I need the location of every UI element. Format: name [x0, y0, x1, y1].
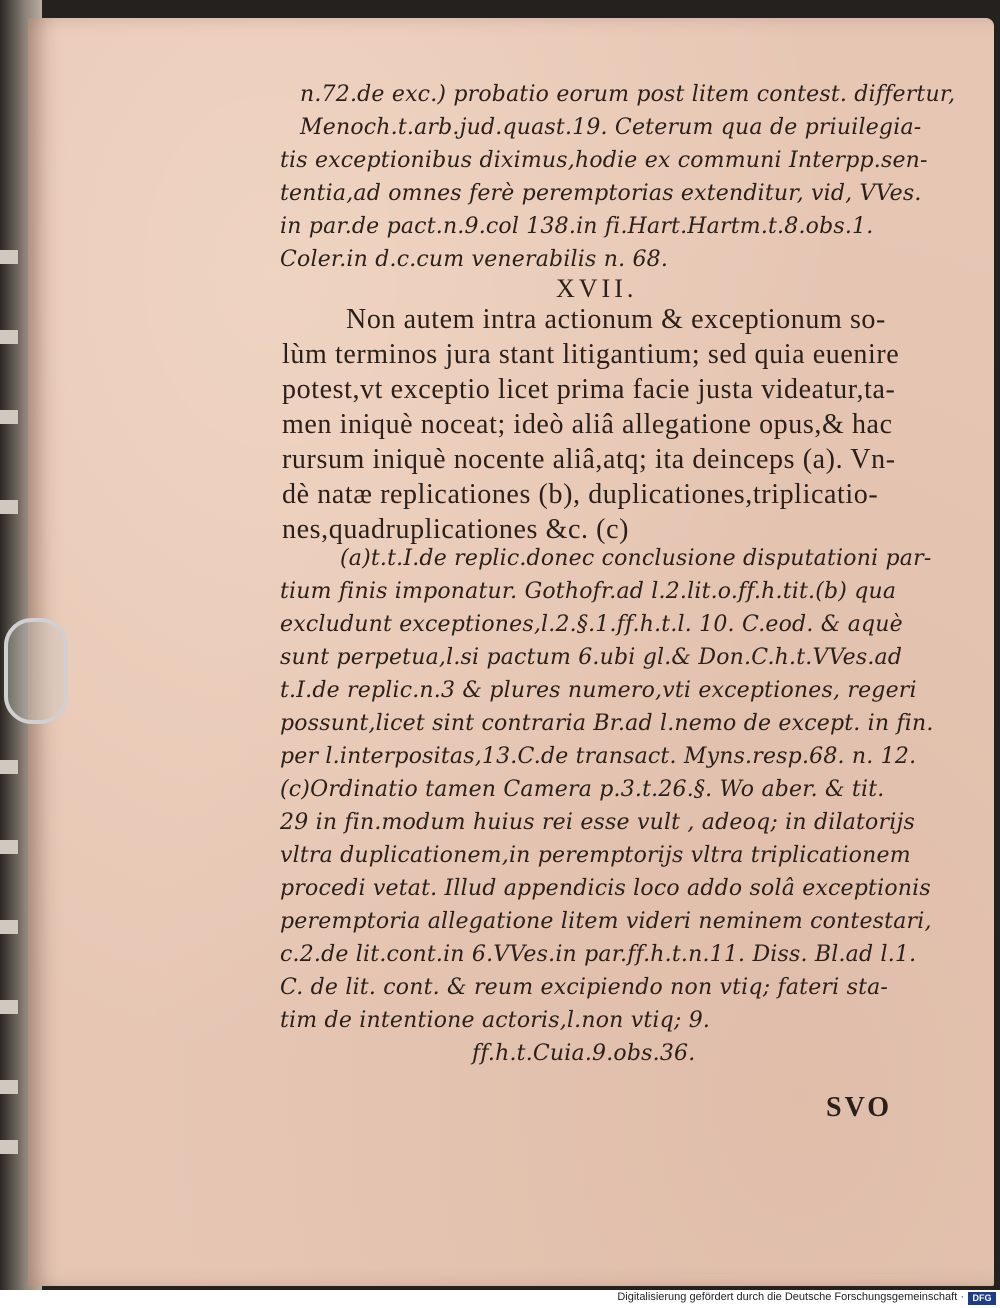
- note-line: peremptoria allegatione litem videri neminem contestari,: [280, 909, 932, 934]
- note-line: procedi vetat. Illud appendicis loco addo solâ exceptionis: [280, 876, 931, 901]
- body-line: Non autem intra actionum & exceptionum so-: [346, 304, 886, 335]
- page-tab: [0, 1140, 19, 1154]
- note-line: t.I.de replic.n.3 & plures numero,vti exceptiones, regeri: [280, 678, 917, 703]
- body-line: dè natæ replicationes (b), duplicationes,triplicatio-: [282, 479, 879, 510]
- page-tab: [0, 840, 19, 854]
- section-heading: XVII.: [556, 274, 638, 303]
- body-line: lùm terminos jura stant litigantium; sed quia euenire: [282, 339, 900, 370]
- note-line: vltra duplicationem,in peremptorijs vltra triplicationem: [280, 843, 911, 868]
- paper-clip: [4, 618, 68, 724]
- note-line: possunt,licet sint contraria Br.ad l.nemo de except. in fin.: [280, 711, 934, 736]
- page-tab: [0, 920, 19, 934]
- top-note-line: Menoch.t.arb.jud.quast.19. Ceterum qua de priuilegia-: [300, 115, 922, 140]
- note-line: C. de lit. cont. & reum excipiendo non vtiq; fateri sta-: [280, 975, 889, 1000]
- top-note-line: n.72.de exc.) probatio eorum post litem contest. differtur,: [300, 82, 956, 107]
- catchword: SVO: [826, 1092, 893, 1123]
- note-line: tim de intentione actoris,l.non vtiq; 9.: [280, 1008, 711, 1033]
- body-line: nes,quadruplicationes &c. (c): [282, 514, 630, 545]
- top-note-line: tentia,ad omnes ferè peremptorias extenditur, vid, VVes.: [280, 181, 922, 206]
- dfg-logo: DFG: [968, 1292, 996, 1305]
- note-line: sunt perpetua,l.si pactum 6.ubi gl.& Don.C.h.t.VVes.ad: [280, 645, 903, 670]
- page-tab: [0, 760, 19, 774]
- top-note-line: tis exceptionibus diximus,hodie ex communi Interpp.sen-: [280, 148, 928, 173]
- book-page: [28, 18, 994, 1286]
- footer-credit: Digitalisierung gefördert durch die Deutsche Forschungsgemeinschaft ·: [617, 1291, 964, 1303]
- page-tab: [0, 1000, 19, 1014]
- note-line: c.2.de lit.cont.in 6.VVes.in par.ff.h.t.n.11. Diss. Bl.ad l.1.: [280, 942, 917, 967]
- note-line: excludunt exceptiones,l.2.§.1.ff.h.t.l. 10. C.eod. & aquè: [280, 612, 903, 637]
- page-tab: [0, 410, 19, 424]
- top-note-line: in par.de pact.n.9.col 138.in fi.Hart.Hartm.t.8.obs.1.: [280, 214, 874, 239]
- note-line: 29 in fin.modum huius rei esse vult , adeoq; in dilatorijs: [280, 810, 915, 835]
- note-line: ff.h.t.Cuia.9.obs.36.: [472, 1041, 696, 1066]
- page-tab: [0, 1080, 19, 1094]
- note-line: (c)Ordinatio tamen Camera p.3.t.26.§. Wo aber. & tit.: [280, 777, 885, 802]
- body-line: potest,vt exceptio licet prima facie justa videatur,ta-: [282, 374, 896, 405]
- note-line: tium finis imponatur. Gothofr.ad l.2.lit.o.ff.h.tit.(b) qua: [280, 579, 897, 604]
- top-note-line: Coler.in d.c.cum venerabilis n. 68.: [280, 247, 669, 272]
- footer-bar: [0, 1290, 1000, 1308]
- note-line: per l.interpositas,13.C.de transact. Myns.resp.68. n. 12.: [280, 744, 917, 769]
- page-tab: [0, 250, 19, 264]
- page-tab: [0, 500, 19, 514]
- body-line: men iniquè noceat; ideò aliâ allegatione opus,& hac: [282, 409, 893, 440]
- page-tab: [0, 330, 19, 344]
- body-line: rursum iniquè nocente aliâ,atq; ita deinceps (a). Vn-: [282, 444, 896, 475]
- note-line: (a)t.t.I.de replic.donec conclusione disputationi par-: [340, 546, 932, 571]
